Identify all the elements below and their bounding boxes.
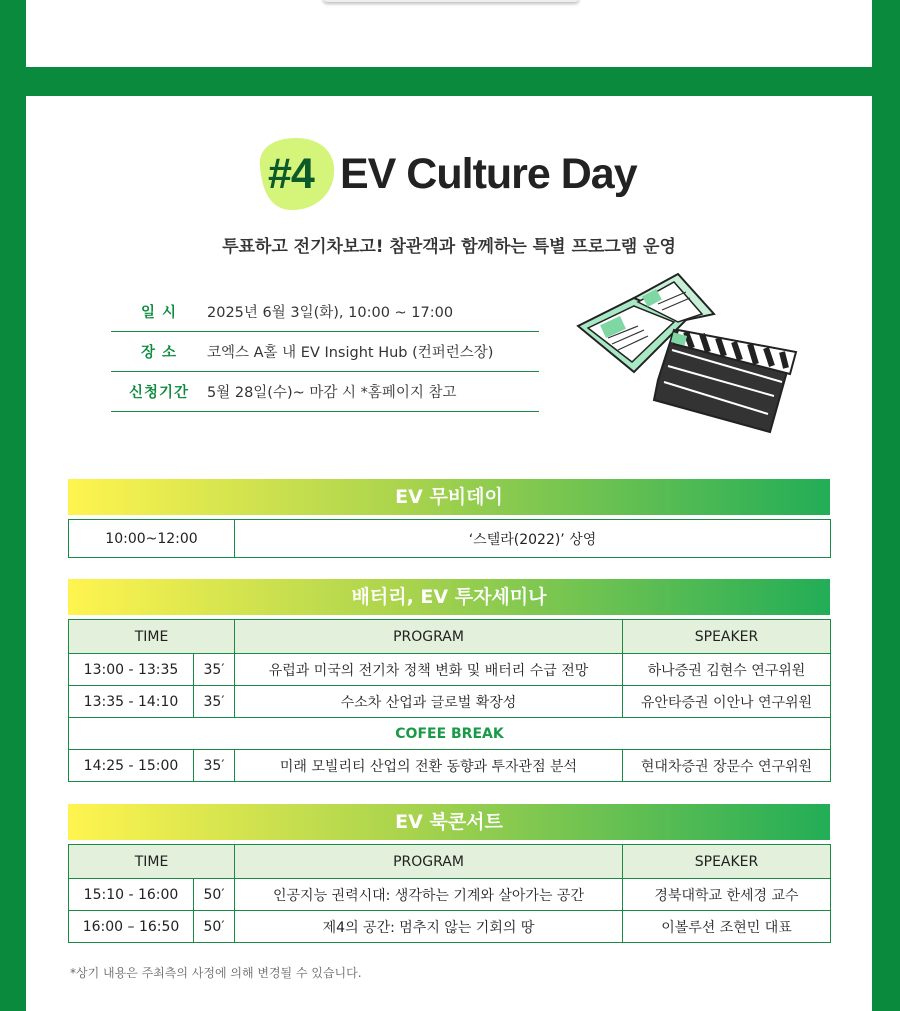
subtitle: 투표하고 전기차보고! 참관객과 함께하는 특별 프로그램 운영 [222,237,676,257]
info-row-place [111,332,539,372]
table-row [69,750,831,782]
info-label: 장 소 [140,345,178,361]
seminar-table [68,619,831,782]
info-value: 코엑스 A홀 내 EV Insight Hub (컨퍼런스장) [207,345,494,361]
table-header-row [69,620,831,654]
row-speaker: 하나증권 김현수 연구위원 [623,654,831,686]
table-row [69,654,831,686]
title-block [252,136,652,216]
movie-day-header: EV 무비데이 [68,479,830,515]
concert-table [68,844,831,943]
coffee-break: COFEE BREAK [69,718,831,750]
col-speaker: SPEAKER [623,620,831,654]
movie-program: ‘스텔라(2022)’ 상영 [235,520,831,558]
col-speaker: SPEAKER [623,845,831,879]
previous-card [26,0,872,67]
table-header-row [69,845,831,879]
badge-number: #4 [268,150,314,198]
movie-day-table [68,519,831,558]
row-program: 인공지능 권력시대: 생각하는 기계와 살아가는 공간 [235,879,623,911]
info-row-period [111,372,539,412]
col-time: TIME [69,845,235,879]
table-row [69,879,831,911]
info-label: 신청기간 [128,385,190,401]
col-program: PROGRAM [235,845,623,879]
row-duration: 35′ [194,686,235,718]
row-speaker: 이볼루션 조현민 대표 [623,911,831,943]
table-row [69,520,831,558]
previous-card-button-edge [323,0,579,2]
row-time: 13:35 - 14:10 [69,686,194,718]
event-card [26,96,872,1011]
page-title: EV Culture Day [340,150,637,198]
row-duration: 50′ [194,879,235,911]
info-value: 5월 28일(수)~ 마감 시 *홈페이지 참고 [207,385,457,401]
row-time: 16:00 – 16:50 [69,911,194,943]
row-program: 미래 모빌리티 산업의 전환 동향과 투자관점 분석 [235,750,623,782]
footnote: *상기 내용은 주최측의 사정에 의해 변경될 수 있습니다. [70,966,362,980]
row-program: 유럽과 미국의 전기차 정책 변화 및 배터리 수급 전망 [235,654,623,686]
info-value: 2025년 6월 3일(화), 10:00 ~ 17:00 [207,305,454,321]
row-program: 수소차 산업과 글로벌 확장성 [235,686,623,718]
row-speaker: 유안타증권 이안나 연구위원 [623,686,831,718]
table-row [69,686,831,718]
seminar-header: 배터리, EV 투자세미나 [68,579,830,615]
col-time: TIME [69,620,235,654]
table-row [69,911,831,943]
row-speaker: 경북대학교 한세경 교수 [623,879,831,911]
info-label: 일 시 [140,305,178,321]
col-program: PROGRAM [235,620,623,654]
row-duration: 50′ [194,911,235,943]
row-time: 15:10 - 16:00 [69,879,194,911]
break-row [69,718,831,750]
movie-time: 10:00~12:00 [69,520,235,558]
book-clapperboard-icon [574,268,804,452]
row-program: 제4의 공간: 멈추지 않는 기회의 땅 [235,911,623,943]
concert-header: EV 북콘서트 [68,804,830,840]
row-time: 13:00 - 13:35 [69,654,194,686]
row-speaker: 현대차증권 장문수 연구위원 [623,750,831,782]
info-list [111,292,539,412]
row-duration: 35′ [194,654,235,686]
row-time: 14:25 - 15:00 [69,750,194,782]
row-duration: 35′ [194,750,235,782]
info-row-date [111,292,539,332]
